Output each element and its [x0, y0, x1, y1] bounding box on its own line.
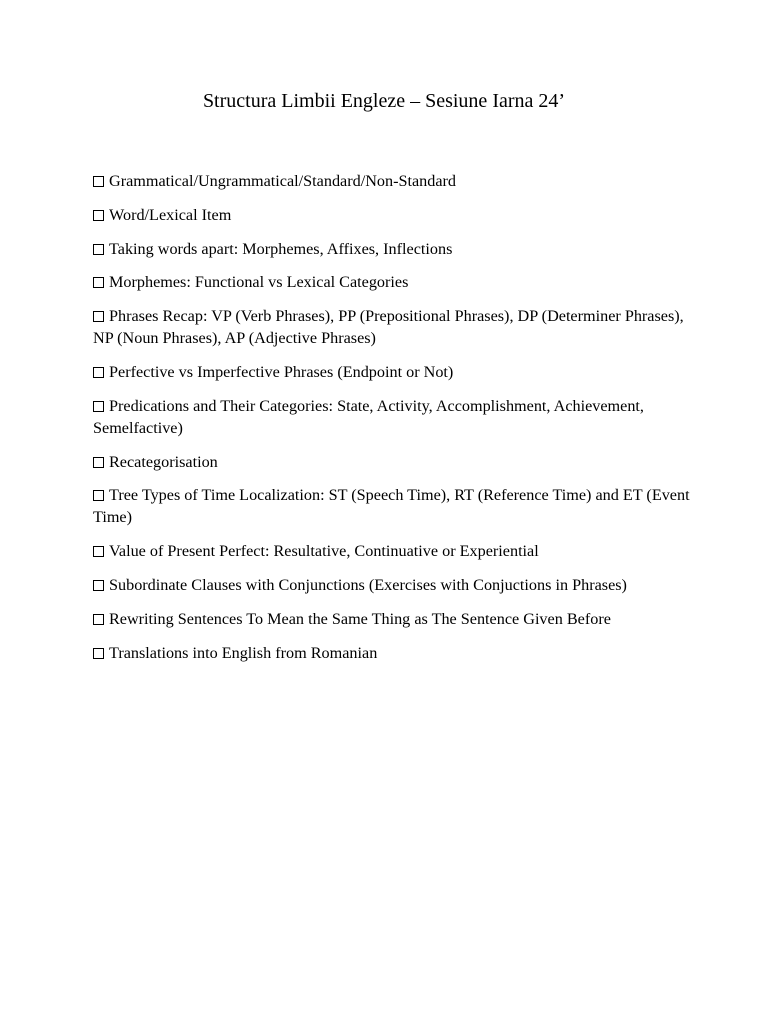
checkbox-icon — [93, 244, 104, 255]
list-item — [93, 238, 693, 260]
list-item-text: Predications and Their Categories: State, Activity, Accomplishment, Achievement, Semelfactive) — [93, 396, 644, 437]
list-item — [93, 170, 693, 192]
list-item-text: Recategorisation — [109, 452, 218, 471]
list-item — [93, 642, 693, 664]
list-item-text: Grammatical/Ungrammatical/Standard/Non-Standard — [109, 172, 457, 190]
checkbox-icon — [93, 490, 104, 501]
list-item-text: Word/Lexical Item — [109, 205, 232, 224]
checkbox-icon — [93, 210, 104, 221]
page-title: Structura Limbii Engleze – Sesiune Iarna 24’ — [202, 90, 566, 112]
list-item-text: Subordinate Clauses with Conjunctions (Exercises with Conjuctions in Phrases) — [109, 575, 627, 594]
checkbox-icon — [93, 311, 104, 322]
checkbox-icon — [93, 648, 104, 659]
checkbox-icon — [93, 546, 104, 557]
list-item — [93, 395, 693, 439]
list-item — [93, 451, 693, 473]
list-item — [93, 361, 693, 383]
list-item-text: Tree Types of Time Localization: ST (Speech Time), RT (Reference Time) and ET (Event Time) — [93, 486, 690, 527]
list-item-text: Morphemes: Functional vs Lexical Categories — [109, 273, 409, 292]
topic-checklist — [93, 170, 693, 675]
list-item-text: Value of Present Perfect: Resultative, Continuative or Experiential — [109, 542, 539, 561]
checkbox-icon — [93, 367, 104, 378]
checkbox-icon — [93, 614, 104, 625]
list-item — [93, 484, 693, 528]
list-item — [93, 574, 693, 596]
list-item-text: Phrases Recap: VP (Verb Phrases), PP (Prepositional Phrases), DP (Determiner Phrases), NP (Noun Phrases), AP (Adjective Phrases) — [93, 307, 684, 348]
list-item-text: Taking words apart: Morphemes, Affixes, Inflections — [109, 239, 453, 258]
list-item — [93, 305, 693, 349]
checkbox-icon — [93, 401, 104, 412]
checkbox-icon — [93, 580, 104, 591]
list-item — [93, 204, 693, 226]
checkbox-icon — [93, 176, 104, 187]
list-item — [93, 540, 693, 562]
checkbox-icon — [93, 457, 104, 468]
list-item-text: Translations into English from Romanian — [109, 643, 378, 662]
checkbox-icon — [93, 277, 104, 288]
list-item — [93, 608, 693, 630]
list-item-text: Perfective vs Imperfective Phrases (Endpoint or Not) — [109, 362, 454, 381]
list-item-text: Rewriting Sentences To Mean the Same Thing as The Sentence Given Before — [109, 609, 611, 628]
list-item — [93, 271, 693, 293]
